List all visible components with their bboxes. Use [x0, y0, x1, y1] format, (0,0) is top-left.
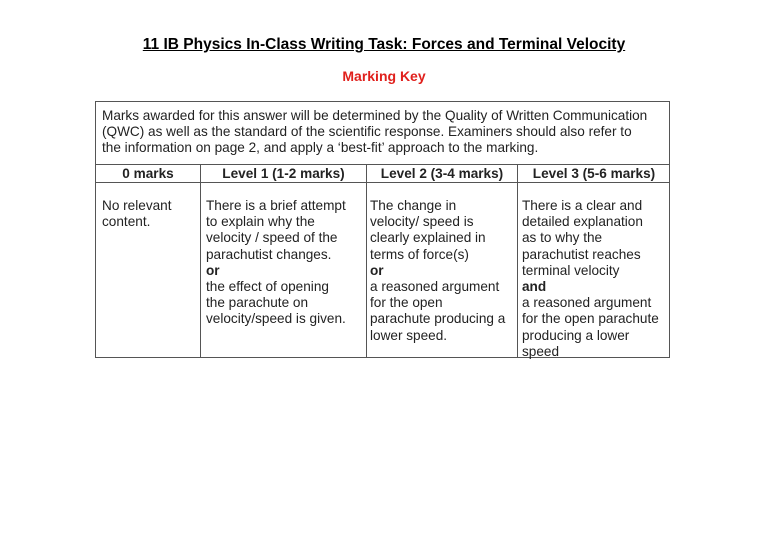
intro-text	[102, 108, 647, 157]
cell-line: clearly explained in	[370, 230, 486, 246]
cell-line: as to why the	[522, 230, 603, 246]
divider	[517, 164, 518, 357]
cell-line: The change in	[370, 198, 457, 213]
cell-line: velocity/speed is given.	[206, 311, 346, 327]
cell-0-marks	[102, 198, 172, 230]
cell-line: and	[522, 279, 547, 295]
cell-line: or	[206, 262, 220, 278]
cell-line: No relevant	[102, 198, 172, 213]
cell-line: parachutist reaches	[522, 246, 641, 262]
header-level-2: Level 2 (3-4 marks)	[380, 166, 504, 181]
cell-line: parachute producing a	[370, 311, 506, 327]
intro-line: (QWC) as well as the standard of the scientific response. Examiners should also refer to	[102, 124, 632, 140]
cell-line: or	[370, 262, 384, 278]
cell-level-2	[370, 198, 505, 344]
cell-line: speed	[522, 343, 560, 359]
cell-level-1	[206, 198, 346, 328]
cell-line: for the open parachute	[522, 311, 659, 327]
cell-line: a reasoned argument	[370, 279, 500, 295]
cell-line: velocity / speed of the	[206, 230, 338, 246]
header-level-3: Level 3 (5-6 marks)	[532, 166, 656, 181]
document-title: 11 IB Physics In-Class Writing Task: Forces and Terminal Velocity	[142, 36, 626, 53]
divider	[96, 182, 669, 183]
divider	[200, 164, 201, 357]
cell-line: to explain why the	[206, 214, 315, 230]
cell-line: terminal velocity	[522, 262, 620, 278]
cell-level-3	[522, 198, 659, 360]
cell-line: terms of force(s)	[370, 246, 469, 262]
cell-line: producing a lower	[522, 327, 630, 343]
divider	[366, 164, 367, 357]
cell-line: There is a clear and	[522, 198, 643, 213]
cell-line: lower speed.	[370, 327, 448, 343]
marking-key-subtitle: Marking Key	[342, 68, 426, 84]
cell-line: the parachute on	[206, 295, 309, 311]
cell-line: the effect of opening	[206, 279, 329, 295]
cell-line: parachutist changes.	[206, 246, 332, 262]
cell-line: for the open	[370, 295, 443, 311]
cell-line: a reasoned argument	[522, 295, 652, 311]
header-level-1: Level 1 (1-2 marks)	[222, 166, 345, 181]
cell-line: There is a brief attempt	[206, 198, 346, 213]
intro-line: the information on page 2, and apply a ‘best-fit’ approach to the marking.	[102, 140, 539, 156]
cell-line: content.	[102, 214, 151, 230]
intro-line: Marks awarded for this answer will be determined by the Quality of Written Communication	[102, 108, 648, 123]
marking-table	[95, 101, 670, 358]
header-0-marks: 0 marks	[122, 166, 174, 181]
cell-line: detailed explanation	[522, 214, 643, 230]
cell-line: velocity/ speed is	[370, 214, 474, 230]
